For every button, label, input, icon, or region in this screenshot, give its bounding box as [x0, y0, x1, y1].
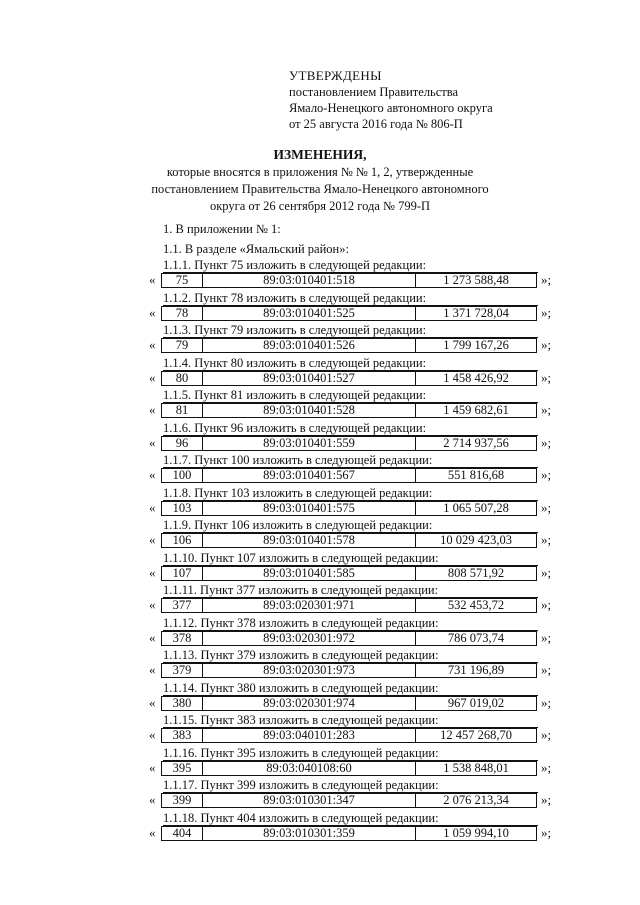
table-row [161, 761, 537, 776]
open-quote: « [149, 369, 156, 385]
open-quote: « [149, 304, 156, 320]
amendment-instruction: 1.1.10. Пункт 107 изложить в следующей редакции: [163, 551, 538, 566]
amendment-instruction: 1.1.3. Пункт 79 изложить в следующей редакции: [163, 323, 538, 338]
item-number-cell: 78 [162, 307, 203, 320]
open-quote: « [149, 792, 156, 807]
amendment-instruction: 1.1.1. Пункт 75 изложить в следующей редакции: [163, 258, 538, 273]
item-number-cell: 379 [162, 664, 203, 677]
cadastral-number-cell: 89:03:020301:971 [203, 599, 416, 612]
changes-line-3: округа от 26 сентября 2012 года № 799-П [209, 199, 431, 213]
cadastral-value-cell: 2 076 213,34 [443, 793, 509, 807]
cadastral-value-cell: 532 453,72 [447, 598, 505, 612]
cadastral-number-cell: 89:03:040108:60 [203, 762, 416, 775]
close-quote: »; [541, 629, 552, 645]
item-number-cell: 81 [162, 404, 203, 417]
table-row [161, 793, 537, 808]
item-number-cell: 103 [162, 502, 203, 515]
open-quote: « [149, 564, 156, 580]
table-row [161, 403, 537, 418]
item-number-cell: 80 [162, 372, 203, 385]
amendment-instruction: 1.1.2. Пункт 78 изложить в следующей редакции: [163, 291, 538, 306]
item-number-cell: 377 [162, 599, 203, 612]
approval-line-1: постановлением Правительства [289, 85, 459, 99]
cadastral-value-cell: 1 458 426,92 [443, 370, 509, 385]
cadastral-value-cell: 1 273 588,48 [443, 273, 509, 287]
cadastral-number-cell: 89:03:020301:973 [203, 664, 416, 677]
amendment-instruction: 1.1.16. Пункт 395 изложить в следующей редакции: [163, 746, 538, 761]
close-quote: »; [541, 694, 552, 710]
close-quote: »; [541, 337, 552, 352]
close-quote: »; [541, 304, 552, 320]
changes-title: ИЗМЕНЕНИЯ, [273, 147, 367, 162]
cadastral-value-cell: 731 196,89 [447, 663, 505, 677]
table-row [161, 663, 537, 678]
changes-line-2: постановлением Правительства Ямало-Ненецкого автономного [151, 182, 489, 196]
cadastral-value-cell: 1 065 507,28 [443, 500, 509, 515]
close-quote: »; [541, 402, 552, 417]
close-quote: »; [541, 499, 552, 515]
close-quote: »; [541, 272, 552, 287]
item-number-cell: 383 [162, 729, 203, 742]
open-quote: « [149, 759, 156, 775]
amendment-instruction: 1.1.11. Пункт 377 изложить в следующей редакции: [163, 583, 538, 598]
amendment-instruction: 1.1.4. Пункт 80 изложить в следующей редакции: [163, 356, 538, 371]
open-quote: « [149, 629, 156, 645]
close-quote: »; [541, 532, 552, 547]
item-number-cell: 395 [162, 762, 203, 775]
amendment-instruction: 1.1.8. Пункт 103 изложить в следующей редакции: [163, 486, 538, 501]
open-quote: « [149, 499, 156, 515]
cadastral-number-cell: 89:03:010401:585 [203, 567, 416, 580]
cadastral-value-cell: 808 571,92 [447, 565, 505, 580]
section-heading: 1. В приложении № 1: [163, 222, 281, 236]
item-number-cell: 79 [162, 339, 203, 352]
item-number-cell: 96 [162, 437, 203, 450]
approval-line-2: Ямало-Ненецкого автономного округа [289, 101, 493, 115]
cadastral-value-cell: 2 714 937,56 [443, 435, 509, 450]
table-row [161, 501, 537, 516]
open-quote: « [149, 597, 156, 612]
cadastral-number-cell: 89:03:010401:528 [203, 404, 416, 417]
table-row [161, 306, 537, 321]
close-quote: »; [541, 597, 552, 612]
cadastral-value-cell: 1 799 167,26 [443, 338, 509, 352]
item-number-cell: 404 [162, 827, 203, 840]
open-quote: « [149, 402, 156, 417]
cadastral-value-cell: 967 019,02 [447, 695, 505, 710]
open-quote: « [149, 662, 156, 677]
open-quote: « [149, 337, 156, 352]
table-row [161, 533, 537, 548]
approval-heading: УТВЕРЖДЕНЫ [289, 68, 382, 83]
table-row [161, 728, 537, 743]
item-number-cell: 107 [162, 567, 203, 580]
cadastral-number-cell: 89:03:010401:525 [203, 307, 416, 320]
cadastral-number-cell: 89:03:010301:359 [203, 827, 416, 840]
amendment-instruction: 1.1.13. Пункт 379 изложить в следующей редакции: [163, 648, 538, 663]
cadastral-value-cell: 786 073,74 [447, 630, 505, 645]
amendment-instruction: 1.1.7. Пункт 100 изложить в следующей редакции: [163, 453, 538, 468]
open-quote: « [149, 727, 156, 742]
changes-line-1: которые вносятся в приложения № № 1, 2, утвержденные [166, 165, 474, 179]
cadastral-value-cell: 10 029 423,03 [440, 533, 512, 547]
cadastral-value-cell: 1 371 728,04 [443, 305, 509, 320]
amendment-instruction: 1.1.12. Пункт 378 изложить в следующей редакции: [163, 616, 538, 631]
item-number-cell: 100 [162, 469, 203, 482]
table-row [161, 436, 537, 451]
approval-line-3: от 25 августа 2016 года № 806-П [289, 117, 463, 131]
open-quote: « [149, 272, 156, 287]
cadastral-number-cell: 89:03:010401:527 [203, 372, 416, 385]
open-quote: « [149, 434, 156, 450]
cadastral-number-cell: 89:03:010401:518 [203, 274, 416, 287]
cadastral-value-cell: 1 538 848,01 [443, 760, 509, 775]
changes-heading-block [0, 146, 640, 215]
table-row [161, 273, 537, 288]
cadastral-value-cell: 551 816,68 [447, 468, 505, 482]
table-row [161, 468, 537, 483]
close-quote: »; [541, 434, 552, 450]
close-quote: »; [541, 467, 552, 482]
amendment-instruction: 1.1.17. Пункт 399 изложить в следующей редакции: [163, 778, 538, 793]
open-quote: « [149, 532, 156, 547]
close-quote: »; [541, 727, 552, 742]
cadastral-number-cell: 89:03:010401:578 [203, 534, 416, 547]
cadastral-number-cell: 89:03:020301:972 [203, 632, 416, 645]
cadastral-number-cell: 89:03:020301:974 [203, 697, 416, 710]
open-quote: « [149, 467, 156, 482]
amendment-instruction: 1.1.5. Пункт 81 изложить в следующей редакции: [163, 388, 538, 403]
table-row [161, 566, 537, 581]
subsection-heading: 1.1. В разделе «Ямальский район»: [163, 242, 349, 256]
table-row [161, 598, 537, 613]
cadastral-number-cell: 89:03:010301:347 [203, 794, 416, 807]
amendment-instruction: 1.1.18. Пункт 404 изложить в следующей редакции: [163, 811, 538, 826]
cadastral-number-cell: 89:03:010401:575 [203, 502, 416, 515]
amendment-instruction: 1.1.6. Пункт 96 изложить в следующей редакции: [163, 421, 538, 436]
open-quote: « [149, 824, 156, 840]
amendment-instruction: 1.1.15. Пункт 383 изложить в следующей редакции: [163, 713, 538, 728]
table-row [161, 371, 537, 386]
item-number-cell: 399 [162, 794, 203, 807]
amendment-instruction: 1.1.14. Пункт 380 изложить в следующей редакции: [163, 681, 538, 696]
table-row [161, 826, 537, 841]
cadastral-number-cell: 89:03:010401:567 [203, 469, 416, 482]
item-number-cell: 380 [162, 697, 203, 710]
close-quote: »; [541, 662, 552, 677]
close-quote: »; [541, 369, 552, 385]
close-quote: »; [541, 564, 552, 580]
close-quote: »; [541, 792, 552, 807]
table-row [161, 696, 537, 711]
cadastral-value-cell: 12 457 268,70 [440, 728, 512, 742]
item-number-cell: 106 [162, 534, 203, 547]
item-number-cell: 378 [162, 632, 203, 645]
close-quote: »; [541, 824, 552, 840]
table-row [161, 631, 537, 646]
cadastral-number-cell: 89:03:010401:559 [203, 437, 416, 450]
cadastral-number-cell: 89:03:040101:283 [203, 729, 416, 742]
amendment-instruction: 1.1.9. Пункт 106 изложить в следующей редакции: [163, 518, 538, 533]
cadastral-number-cell: 89:03:010401:526 [203, 339, 416, 352]
table-row [161, 338, 537, 353]
open-quote: « [149, 694, 156, 710]
item-number-cell: 75 [162, 274, 203, 287]
approval-block [289, 68, 493, 132]
cadastral-value-cell: 1 459 682,61 [443, 403, 509, 417]
cadastral-value-cell: 1 059 994,10 [443, 825, 509, 840]
close-quote: »; [541, 759, 552, 775]
